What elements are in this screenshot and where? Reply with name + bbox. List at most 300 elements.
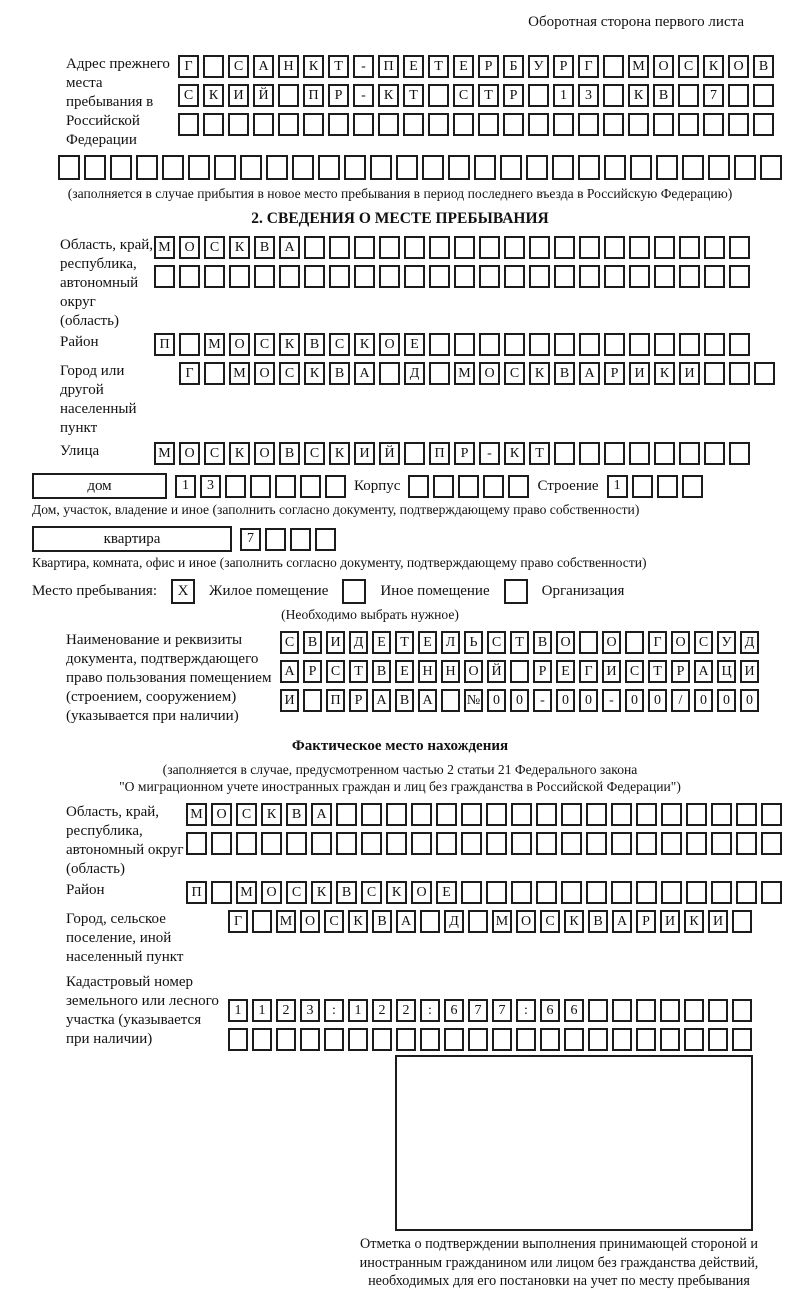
char-box[interactable] <box>179 265 200 288</box>
char-box[interactable] <box>478 113 499 136</box>
char-box[interactable]: О <box>300 910 320 933</box>
char-box[interactable] <box>211 881 232 904</box>
char-box[interactable]: И <box>708 910 728 933</box>
char-box[interactable]: 0 <box>556 689 575 712</box>
char-box[interactable] <box>228 113 249 136</box>
char-box[interactable] <box>286 832 307 855</box>
char-box[interactable] <box>433 475 454 498</box>
char-box[interactable]: М <box>154 442 175 465</box>
char-box[interactable] <box>554 265 575 288</box>
char-box[interactable] <box>428 113 449 136</box>
char-box[interactable]: Т <box>395 631 414 654</box>
char-box[interactable]: С <box>625 660 644 683</box>
char-box[interactable] <box>679 265 700 288</box>
char-box[interactable] <box>361 832 382 855</box>
char-box[interactable] <box>753 113 774 136</box>
char-box[interactable] <box>679 333 700 356</box>
char-box[interactable]: О <box>556 631 575 654</box>
char-box[interactable] <box>468 910 488 933</box>
char-box[interactable]: О <box>479 362 500 385</box>
char-box[interactable]: А <box>253 55 274 78</box>
char-box[interactable] <box>461 803 482 826</box>
char-box[interactable]: Д <box>404 362 425 385</box>
char-box[interactable] <box>628 113 649 136</box>
char-box[interactable] <box>529 265 550 288</box>
char-box[interactable] <box>753 84 774 107</box>
char-box[interactable]: А <box>579 362 600 385</box>
char-box[interactable]: С <box>326 660 345 683</box>
char-box[interactable]: С <box>504 362 525 385</box>
char-box[interactable] <box>732 1028 752 1051</box>
char-box[interactable] <box>588 1028 608 1051</box>
char-box[interactable] <box>586 881 607 904</box>
char-box[interactable]: / <box>671 689 690 712</box>
char-box[interactable]: К <box>203 84 224 107</box>
char-box[interactable] <box>328 113 349 136</box>
char-box[interactable] <box>761 881 782 904</box>
char-box[interactable]: К <box>348 910 368 933</box>
char-box[interactable]: М <box>229 362 250 385</box>
char-box[interactable]: № <box>464 689 483 712</box>
char-box[interactable] <box>729 362 750 385</box>
char-box[interactable] <box>679 236 700 259</box>
char-box[interactable]: 3 <box>578 84 599 107</box>
char-box[interactable] <box>453 113 474 136</box>
char-box[interactable] <box>354 265 375 288</box>
char-box[interactable]: Н <box>418 660 437 683</box>
char-box[interactable] <box>704 265 725 288</box>
char-box[interactable] <box>136 155 158 180</box>
char-box[interactable]: Р <box>636 910 656 933</box>
char-box[interactable] <box>404 265 425 288</box>
char-box[interactable] <box>660 999 680 1022</box>
char-box[interactable] <box>486 832 507 855</box>
char-box[interactable] <box>754 362 775 385</box>
char-box[interactable] <box>468 1028 488 1051</box>
char-box[interactable]: Г <box>228 910 248 933</box>
char-box[interactable]: В <box>254 236 275 259</box>
char-box[interactable]: Т <box>428 55 449 78</box>
char-box[interactable]: Е <box>404 333 425 356</box>
char-box[interactable] <box>420 910 440 933</box>
char-box[interactable]: 0 <box>648 689 667 712</box>
char-box[interactable] <box>579 333 600 356</box>
organizaciya-checkbox[interactable] <box>504 579 528 604</box>
char-box[interactable] <box>603 55 624 78</box>
char-box[interactable]: С <box>236 803 257 826</box>
char-box[interactable] <box>265 528 286 551</box>
char-box[interactable]: Т <box>403 84 424 107</box>
char-box[interactable]: К <box>261 803 282 826</box>
char-box[interactable] <box>179 333 200 356</box>
char-box[interactable] <box>660 1028 680 1051</box>
char-box[interactable] <box>704 236 725 259</box>
char-box[interactable]: В <box>336 881 357 904</box>
char-box[interactable]: : <box>516 999 536 1022</box>
char-box[interactable] <box>411 832 432 855</box>
char-box[interactable] <box>422 155 444 180</box>
char-box[interactable]: Т <box>529 442 550 465</box>
char-box[interactable]: А <box>694 660 713 683</box>
char-box[interactable] <box>656 155 678 180</box>
char-box[interactable]: К <box>303 55 324 78</box>
char-box[interactable] <box>329 265 350 288</box>
char-box[interactable] <box>304 236 325 259</box>
char-box[interactable]: К <box>304 362 325 385</box>
char-box[interactable]: Е <box>556 660 575 683</box>
char-box[interactable] <box>578 155 600 180</box>
char-box[interactable]: Ц <box>717 660 736 683</box>
char-box[interactable] <box>711 832 732 855</box>
char-box[interactable]: У <box>717 631 736 654</box>
char-box[interactable]: У <box>528 55 549 78</box>
char-box[interactable] <box>729 442 750 465</box>
char-box[interactable]: П <box>326 689 345 712</box>
char-box[interactable] <box>586 803 607 826</box>
char-box[interactable]: О <box>261 881 282 904</box>
char-box[interactable]: С <box>280 631 299 654</box>
char-box[interactable] <box>611 881 632 904</box>
char-box[interactable] <box>354 236 375 259</box>
char-box[interactable] <box>396 155 418 180</box>
char-box[interactable]: В <box>279 442 300 465</box>
char-box[interactable]: Р <box>503 84 524 107</box>
char-box[interactable]: О <box>516 910 536 933</box>
char-box[interactable] <box>732 999 752 1022</box>
char-box[interactable] <box>266 155 288 180</box>
char-box[interactable]: И <box>740 660 759 683</box>
char-box[interactable] <box>303 113 324 136</box>
char-box[interactable]: Е <box>403 55 424 78</box>
char-box[interactable] <box>761 832 782 855</box>
char-box[interactable]: К <box>654 362 675 385</box>
char-box[interactable] <box>429 236 450 259</box>
char-box[interactable] <box>408 475 429 498</box>
char-box[interactable] <box>629 442 650 465</box>
char-box[interactable]: К <box>329 442 350 465</box>
char-box[interactable] <box>186 832 207 855</box>
char-box[interactable]: К <box>279 333 300 356</box>
char-box[interactable] <box>225 475 246 498</box>
char-box[interactable] <box>429 333 450 356</box>
char-box[interactable] <box>578 113 599 136</box>
char-box[interactable] <box>661 803 682 826</box>
char-box[interactable]: Л <box>441 631 460 654</box>
char-box[interactable] <box>429 265 450 288</box>
char-box[interactable]: Т <box>510 631 529 654</box>
char-box[interactable] <box>300 475 321 498</box>
char-box[interactable]: О <box>229 333 250 356</box>
char-box[interactable]: В <box>653 84 674 107</box>
char-box[interactable]: А <box>372 689 391 712</box>
char-box[interactable] <box>58 155 80 180</box>
char-box[interactable]: 1 <box>228 999 248 1022</box>
char-box[interactable] <box>612 999 632 1022</box>
char-box[interactable] <box>429 362 450 385</box>
char-box[interactable]: М <box>204 333 225 356</box>
char-box[interactable]: О <box>254 442 275 465</box>
char-box[interactable]: 7 <box>703 84 724 107</box>
char-box[interactable]: И <box>679 362 700 385</box>
char-box[interactable] <box>315 528 336 551</box>
char-box[interactable] <box>441 689 460 712</box>
char-box[interactable] <box>372 1028 392 1051</box>
char-box[interactable] <box>629 333 650 356</box>
char-box[interactable] <box>276 1028 296 1051</box>
char-box[interactable]: С <box>540 910 560 933</box>
char-box[interactable] <box>686 832 707 855</box>
char-box[interactable] <box>736 832 757 855</box>
char-box[interactable] <box>704 442 725 465</box>
char-box[interactable] <box>504 333 525 356</box>
char-box[interactable] <box>540 1028 560 1051</box>
char-box[interactable] <box>760 155 782 180</box>
char-box[interactable] <box>586 832 607 855</box>
char-box[interactable]: Р <box>671 660 690 683</box>
char-box[interactable] <box>704 333 725 356</box>
char-box[interactable]: Д <box>740 631 759 654</box>
char-box[interactable] <box>403 113 424 136</box>
char-box[interactable]: О <box>464 660 483 683</box>
char-box[interactable]: О <box>179 236 200 259</box>
char-box[interactable] <box>682 475 703 498</box>
char-box[interactable] <box>261 832 282 855</box>
char-box[interactable]: А <box>280 660 299 683</box>
char-box[interactable] <box>629 236 650 259</box>
char-box[interactable]: Д <box>349 631 368 654</box>
char-box[interactable] <box>188 155 210 180</box>
char-box[interactable] <box>353 113 374 136</box>
char-box[interactable] <box>561 832 582 855</box>
char-box[interactable] <box>604 333 625 356</box>
char-box[interactable]: К <box>229 442 250 465</box>
char-box[interactable]: И <box>280 689 299 712</box>
char-box[interactable]: К <box>386 881 407 904</box>
char-box[interactable]: О <box>653 55 674 78</box>
char-box[interactable] <box>304 265 325 288</box>
char-box[interactable]: Е <box>436 881 457 904</box>
char-box[interactable] <box>361 803 382 826</box>
char-box[interactable] <box>318 155 340 180</box>
char-box[interactable]: Б <box>503 55 524 78</box>
char-box[interactable] <box>510 660 529 683</box>
char-box[interactable] <box>436 832 457 855</box>
char-box[interactable] <box>236 832 257 855</box>
char-box[interactable]: С <box>487 631 506 654</box>
char-box[interactable] <box>292 155 314 180</box>
char-box[interactable]: 0 <box>740 689 759 712</box>
char-box[interactable] <box>678 84 699 107</box>
char-box[interactable] <box>324 1028 344 1051</box>
char-box[interactable] <box>279 265 300 288</box>
char-box[interactable] <box>228 1028 248 1051</box>
char-box[interactable] <box>110 155 132 180</box>
char-box[interactable] <box>611 803 632 826</box>
char-box[interactable] <box>604 265 625 288</box>
char-box[interactable] <box>300 1028 320 1051</box>
char-box[interactable]: - <box>353 55 374 78</box>
char-box[interactable] <box>654 265 675 288</box>
char-box[interactable]: С <box>361 881 382 904</box>
char-box[interactable]: П <box>429 442 450 465</box>
char-box[interactable]: В <box>395 689 414 712</box>
char-box[interactable] <box>379 362 400 385</box>
char-box[interactable] <box>711 803 732 826</box>
char-box[interactable]: Е <box>395 660 414 683</box>
char-box[interactable] <box>84 155 106 180</box>
char-box[interactable]: 0 <box>625 689 644 712</box>
char-box[interactable]: П <box>378 55 399 78</box>
char-box[interactable]: С <box>279 362 300 385</box>
char-box[interactable]: 2 <box>372 999 392 1022</box>
char-box[interactable] <box>454 265 475 288</box>
char-box[interactable] <box>761 803 782 826</box>
char-box[interactable]: 1 <box>252 999 272 1022</box>
char-box[interactable]: В <box>753 55 774 78</box>
char-box[interactable] <box>479 333 500 356</box>
char-box[interactable]: А <box>311 803 332 826</box>
char-box[interactable]: 6 <box>444 999 464 1022</box>
char-box[interactable] <box>229 265 250 288</box>
char-box[interactable] <box>336 832 357 855</box>
char-box[interactable] <box>611 832 632 855</box>
char-box[interactable]: О <box>179 442 200 465</box>
char-box[interactable]: В <box>286 803 307 826</box>
char-box[interactable] <box>511 832 532 855</box>
char-box[interactable]: В <box>303 631 322 654</box>
char-box[interactable]: Е <box>453 55 474 78</box>
char-box[interactable] <box>278 84 299 107</box>
char-box[interactable] <box>311 832 332 855</box>
char-box[interactable] <box>379 265 400 288</box>
char-box[interactable] <box>336 803 357 826</box>
char-box[interactable]: : <box>324 999 344 1022</box>
char-box[interactable]: К <box>311 881 332 904</box>
char-box[interactable]: С <box>204 236 225 259</box>
char-box[interactable] <box>479 236 500 259</box>
char-box[interactable] <box>386 832 407 855</box>
char-box[interactable]: А <box>354 362 375 385</box>
char-box[interactable] <box>511 803 532 826</box>
char-box[interactable]: 0 <box>579 689 598 712</box>
char-box[interactable]: Й <box>487 660 506 683</box>
char-box[interactable] <box>203 55 224 78</box>
char-box[interactable]: К <box>378 84 399 107</box>
char-box[interactable] <box>503 113 524 136</box>
char-box[interactable] <box>483 475 504 498</box>
char-box[interactable] <box>536 881 557 904</box>
char-box[interactable]: В <box>372 910 392 933</box>
char-box[interactable]: Т <box>328 55 349 78</box>
char-box[interactable]: Е <box>372 631 391 654</box>
char-box[interactable]: О <box>254 362 275 385</box>
char-box[interactable]: 2 <box>276 999 296 1022</box>
char-box[interactable]: А <box>396 910 416 933</box>
char-box[interactable] <box>729 265 750 288</box>
char-box[interactable]: П <box>186 881 207 904</box>
char-box[interactable]: - <box>353 84 374 107</box>
char-box[interactable]: М <box>154 236 175 259</box>
char-box[interactable]: К <box>229 236 250 259</box>
char-box[interactable]: М <box>236 881 257 904</box>
char-box[interactable] <box>458 475 479 498</box>
char-box[interactable] <box>504 236 525 259</box>
char-box[interactable]: М <box>454 362 475 385</box>
char-box[interactable]: 3 <box>300 999 320 1022</box>
char-box[interactable]: 7 <box>240 528 261 551</box>
char-box[interactable]: П <box>303 84 324 107</box>
char-box[interactable]: И <box>228 84 249 107</box>
inoe-checkbox[interactable] <box>342 579 366 604</box>
char-box[interactable] <box>561 803 582 826</box>
char-box[interactable] <box>303 689 322 712</box>
char-box[interactable] <box>686 803 707 826</box>
char-box[interactable] <box>708 999 728 1022</box>
char-box[interactable]: Г <box>578 55 599 78</box>
char-box[interactable]: - <box>533 689 552 712</box>
char-box[interactable] <box>211 832 232 855</box>
char-box[interactable]: С <box>694 631 713 654</box>
char-box[interactable]: 3 <box>200 475 221 498</box>
char-box[interactable]: К <box>564 910 584 933</box>
char-box[interactable] <box>657 475 678 498</box>
char-box[interactable]: Д <box>444 910 464 933</box>
char-box[interactable] <box>214 155 236 180</box>
char-box[interactable] <box>728 113 749 136</box>
char-box[interactable]: 1 <box>348 999 368 1022</box>
char-box[interactable]: С <box>228 55 249 78</box>
char-box[interactable] <box>508 475 529 498</box>
char-box[interactable]: С <box>453 84 474 107</box>
char-box[interactable]: 0 <box>510 689 529 712</box>
char-box[interactable] <box>732 910 752 933</box>
char-box[interactable] <box>252 910 272 933</box>
char-box[interactable]: Р <box>533 660 552 683</box>
char-box[interactable] <box>474 155 496 180</box>
char-box[interactable] <box>734 155 756 180</box>
char-box[interactable] <box>420 1028 440 1051</box>
char-box[interactable] <box>436 803 457 826</box>
char-box[interactable] <box>553 113 574 136</box>
char-box[interactable]: Н <box>441 660 460 683</box>
char-box[interactable]: Т <box>648 660 667 683</box>
char-box[interactable]: М <box>628 55 649 78</box>
char-box[interactable]: И <box>602 660 621 683</box>
char-box[interactable] <box>378 113 399 136</box>
char-box[interactable] <box>729 333 750 356</box>
char-box[interactable]: 1 <box>607 475 628 498</box>
char-box[interactable] <box>684 999 704 1022</box>
char-box[interactable] <box>428 84 449 107</box>
char-box[interactable]: О <box>411 881 432 904</box>
char-box[interactable]: С <box>178 84 199 107</box>
char-box[interactable] <box>612 1028 632 1051</box>
char-box[interactable]: Т <box>478 84 499 107</box>
char-box[interactable]: 0 <box>717 689 736 712</box>
char-box[interactable] <box>528 113 549 136</box>
char-box[interactable]: К <box>684 910 704 933</box>
char-box[interactable]: Й <box>253 84 274 107</box>
char-box[interactable]: К <box>529 362 550 385</box>
char-box[interactable]: С <box>204 442 225 465</box>
char-box[interactable] <box>528 84 549 107</box>
char-box[interactable]: А <box>612 910 632 933</box>
char-box[interactable]: И <box>326 631 345 654</box>
zhiloe-checkbox[interactable]: X <box>171 579 195 604</box>
char-box[interactable] <box>636 881 657 904</box>
char-box[interactable]: Г <box>579 660 598 683</box>
char-box[interactable]: Г <box>179 362 200 385</box>
